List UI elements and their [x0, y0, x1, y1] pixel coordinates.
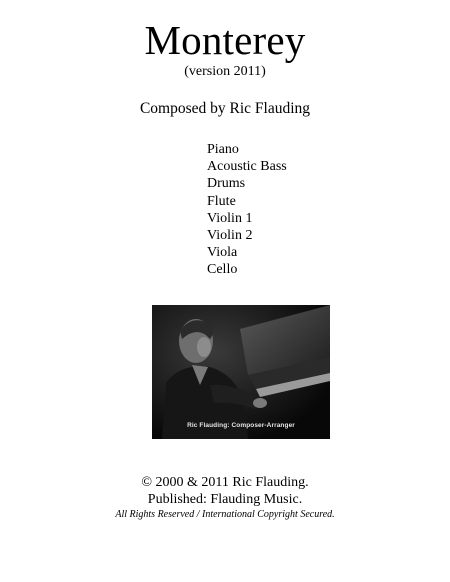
footer: [0, 474, 450, 521]
publisher-line: Published: Flauding Music.: [147, 492, 303, 507]
page-title: Monterey: [144, 17, 306, 63]
rights-notice: All Rights Reserved / International Copyright Secured.: [115, 509, 335, 520]
instrument-item: Violin 1: [207, 210, 253, 226]
photo-caption: Ric Flauding: Composer-Arranger: [187, 422, 295, 429]
instrument-item: Viola: [207, 245, 238, 261]
instrument-item: Flute: [207, 193, 236, 209]
instrument-list: [207, 141, 287, 279]
composer-photo: [152, 305, 330, 439]
composer-credit: Composed by Ric Flauding: [139, 100, 311, 117]
version-label: (version 2011): [184, 64, 266, 79]
instrument-item: Piano: [207, 142, 239, 157]
composer-at-piano-image: [152, 305, 330, 439]
instrument-item: Violin 2: [207, 228, 253, 244]
instrument-item: Cello: [207, 262, 238, 278]
copyright-notice: © 2000 & 2011 Ric Flauding.: [141, 475, 309, 490]
instrument-item: Drums: [207, 176, 246, 192]
instrument-item: Acoustic Bass: [207, 159, 287, 175]
